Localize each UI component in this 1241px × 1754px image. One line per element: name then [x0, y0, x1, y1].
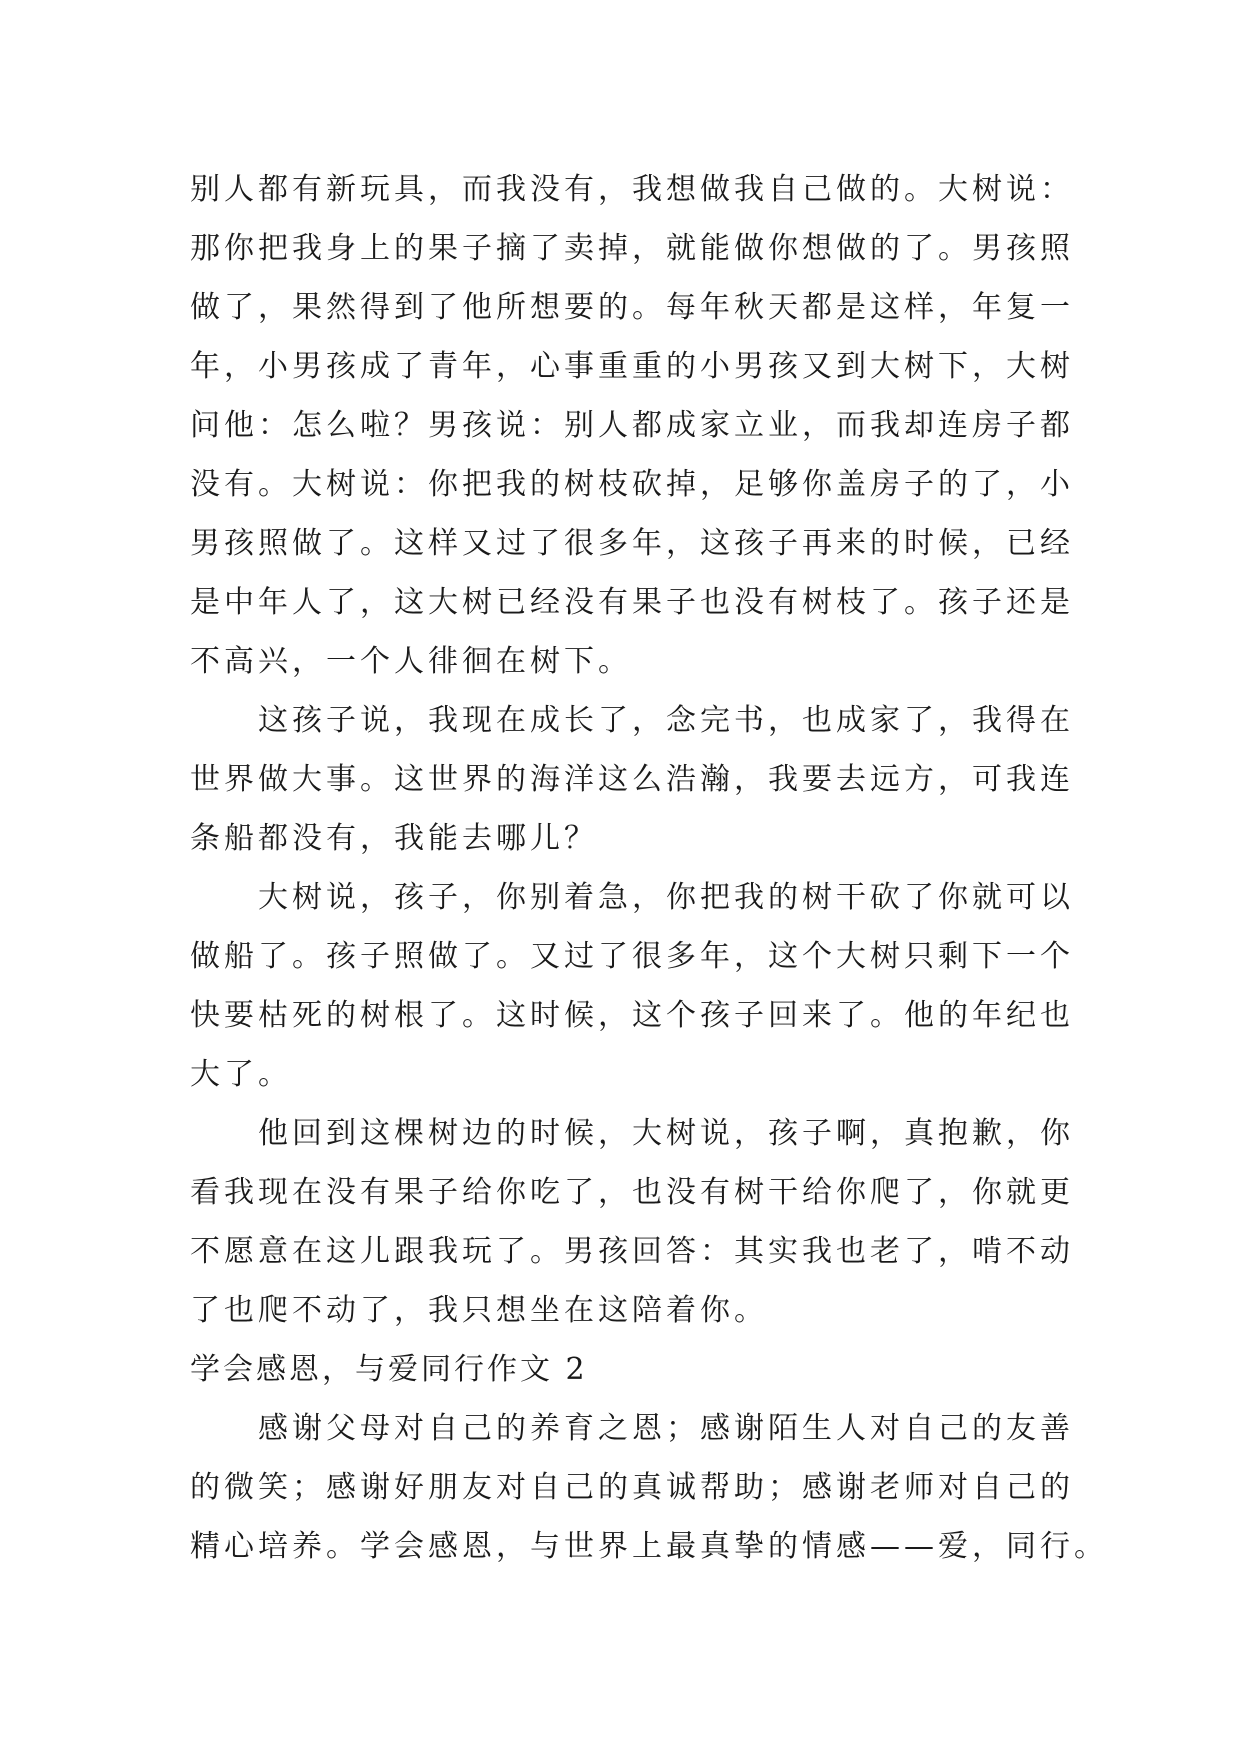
text-line: 不高兴，一个人徘徊在树下。 [190, 644, 632, 679]
text-line: 条船都没有，我能去哪儿？ [190, 821, 598, 856]
paragraph-first-line: 他回到这棵树边的时候，大树说，孩子啊，真抱歉，你 [258, 1116, 1074, 1151]
body-text [190, 160, 1108, 1576]
text-line: 做船了。孩子照做了。又过了很多年，这个大树只剩下一个 [190, 939, 1074, 974]
text-line: 快要枯死的树根了。这时候，这个孩子回来了。他的年纪也 [190, 998, 1074, 1033]
text-line: 世界做大事。这世界的海洋这么浩瀚，我要去远方，可我连 [190, 762, 1074, 797]
section-heading: 学会感恩，与爱同行作文 2 [190, 1352, 588, 1387]
text-line: 的微笑；感谢好朋友对自己的真诚帮助；感谢老师对自己的 [190, 1470, 1074, 1505]
text-line: 是中年人了，这大树已经没有果子也没有树枝了。孩子还是 [190, 585, 1074, 620]
text-line: 别人都有新玩具，而我没有，我想做我自己做的。大树说： [190, 172, 1074, 207]
text-line: 年，小男孩成了青年，心事重重的小男孩又到大树下，大树 [190, 349, 1074, 384]
text-line: 没有。大树说：你把我的树枝砍掉，足够你盖房子的了，小 [190, 467, 1074, 502]
text-line: 那你把我身上的果子摘了卖掉，就能做你想做的了。男孩照 [190, 231, 1074, 266]
paragraph-first-line: 大树说，孩子，你别着急，你把我的树干砍了你就可以 [258, 880, 1074, 915]
text-line: 不愿意在这儿跟我玩了。男孩回答：其实我也老了，啃不动 [190, 1234, 1074, 1269]
paragraph-first-line: 感谢父母对自己的养育之恩；感谢陌生人对自己的友善 [258, 1411, 1074, 1446]
text-line: 了也爬不动了，我只想坐在这陪着你。 [190, 1293, 768, 1328]
text-line: 做了，果然得到了他所想要的。每年秋天都是这样，年复一 [190, 290, 1074, 325]
text-line: 问他：怎么啦？男孩说：别人都成家立业，而我却连房子都 [190, 408, 1074, 443]
text-line: 男孩照做了。这样又过了很多年，这孩子再来的时候，已经 [190, 526, 1074, 561]
paragraph-first-line: 这孩子说，我现在成长了，念完书，也成家了，我得在 [258, 703, 1074, 738]
text-line: 大了。 [190, 1057, 292, 1092]
text-line: 精心培养。学会感恩，与世界上最真挚的情感——爱，同行。 [190, 1529, 1108, 1564]
text-line: 看我现在没有果子给你吃了，也没有树干给你爬了，你就更 [190, 1175, 1074, 1210]
